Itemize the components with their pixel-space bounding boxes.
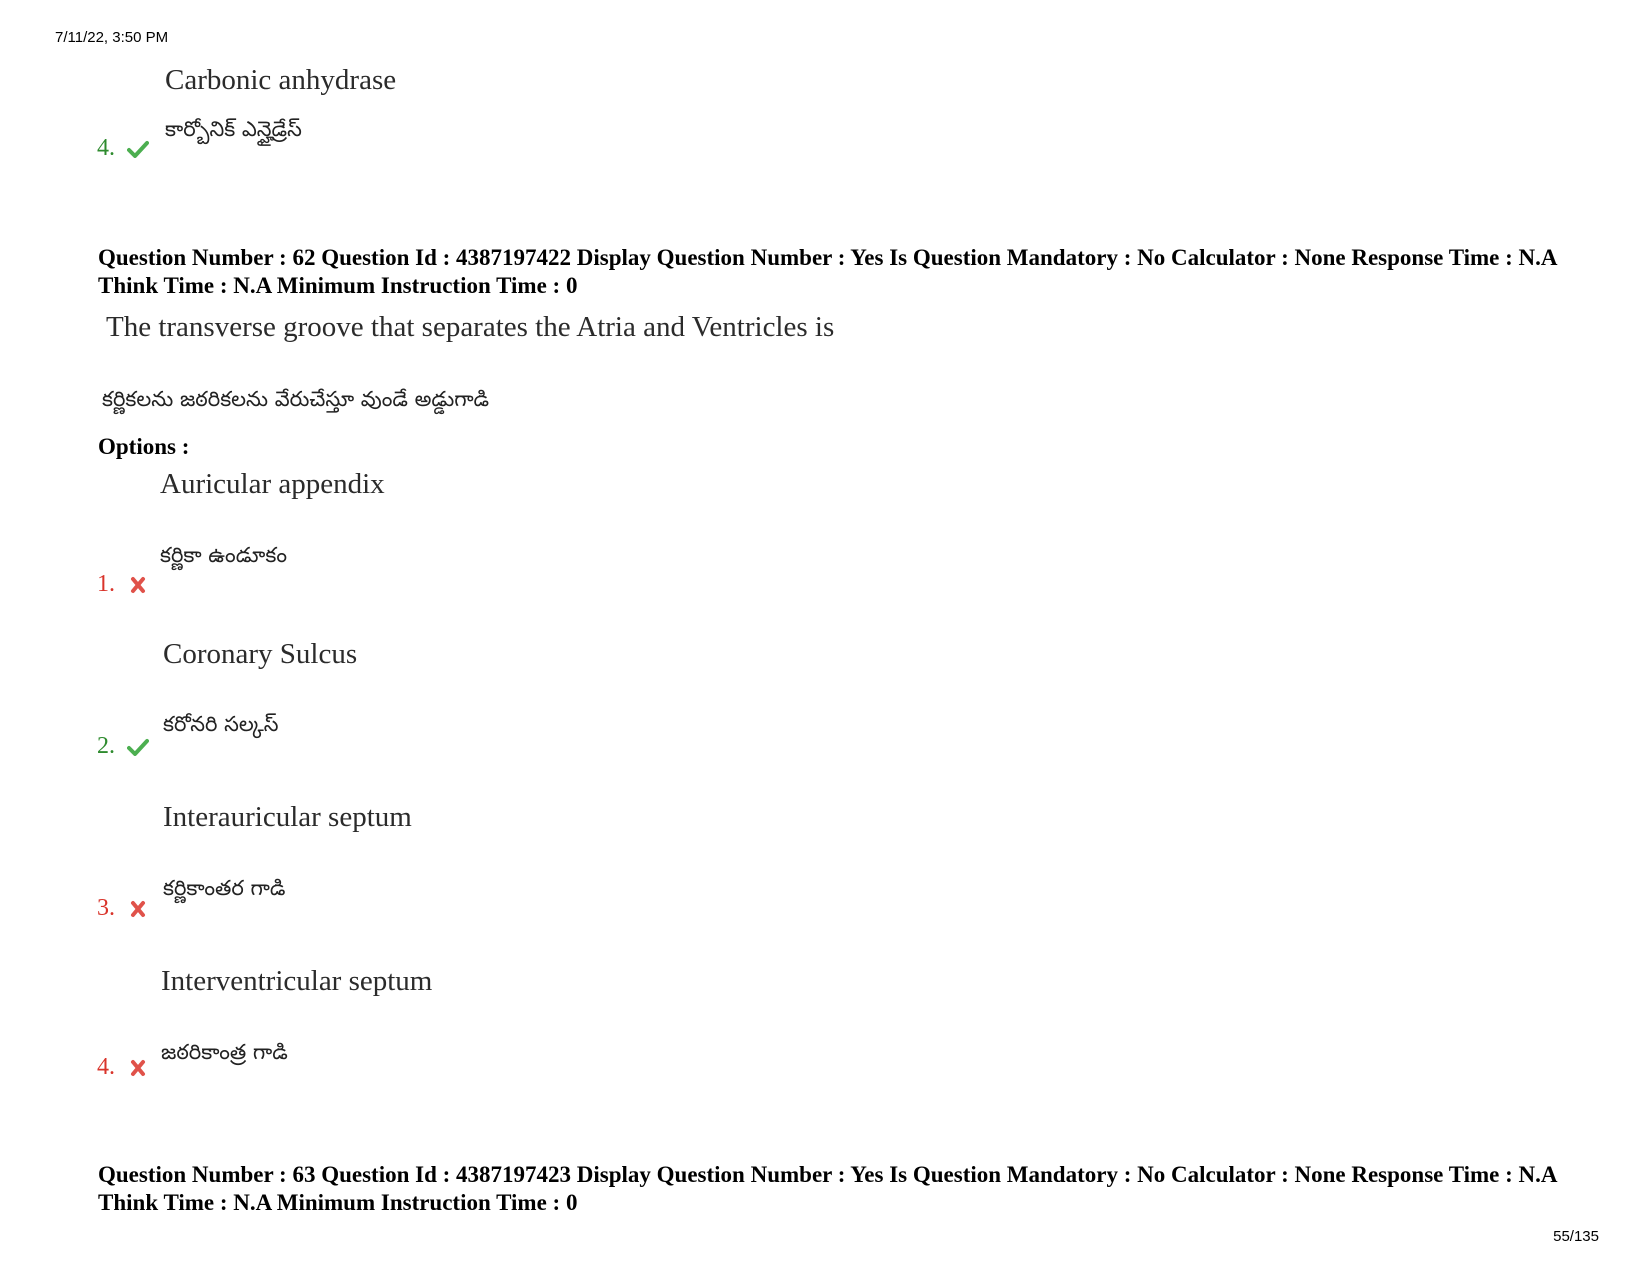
option-1-telugu: కర్ణికా ఉండూకం bbox=[160, 543, 288, 567]
question-62-text-telugu: కర్ణికలను జఠరికలను వేరుచేస్తూ వుండే అడ్డుగాడి bbox=[102, 387, 490, 411]
option-1-number bbox=[97, 571, 149, 598]
option-number-label: 4. bbox=[97, 135, 115, 161]
cross-icon bbox=[127, 900, 149, 918]
option-2-number bbox=[97, 733, 149, 760]
option-2-telugu: కరోనరి సల్కస్ bbox=[163, 712, 279, 736]
page-number: 55/135 bbox=[1553, 1228, 1599, 1245]
question-63-meta: Question Number : 63 Question Id : 4387197423 Display Question Number : Yes Is Question Mandatory : No Calculator : None Response Time : N.A Think Time : N.A Minimum Instruction Time : 0 bbox=[98, 1162, 1557, 1215]
check-icon bbox=[127, 140, 149, 158]
cross-icon bbox=[127, 1059, 149, 1077]
print-timestamp: 7/11/22, 3:50 PM bbox=[55, 29, 169, 46]
prev-option-4-telugu: కార్బోనిక్ ఎన్హైడ్రేస్ bbox=[165, 117, 302, 141]
option-2-english: Coronary Sulcus bbox=[163, 638, 358, 670]
option-3-number bbox=[97, 895, 149, 922]
option-number-label: 4. bbox=[97, 1054, 115, 1080]
option-4-number bbox=[97, 1054, 149, 1081]
prev-option-4-number bbox=[97, 135, 149, 162]
option-number-label: 3. bbox=[97, 895, 115, 921]
question-62-text-english: The transverse groove that separates the Atria and Ventricles is bbox=[106, 311, 835, 343]
option-4-english: Interventricular septum bbox=[161, 965, 433, 997]
option-1-english: Auricular appendix bbox=[160, 468, 385, 500]
option-number-label: 1. bbox=[97, 571, 115, 597]
option-3-telugu: కర్ణికాంతర గాడి bbox=[163, 876, 286, 900]
cross-icon bbox=[127, 576, 149, 594]
option-number-label: 2. bbox=[97, 733, 115, 759]
option-4-telugu: జఠరికాంత్ర గాడి bbox=[161, 1040, 288, 1064]
option-3-english: Interauricular septum bbox=[163, 801, 412, 833]
prev-option-4-english: Carbonic anhydrase bbox=[165, 64, 397, 96]
check-icon bbox=[127, 738, 149, 756]
question-62-meta: Question Number : 62 Question Id : 4387197422 Display Question Number : Yes Is Question Mandatory : No Calculator : None Response Time : N.A Think Time : N.A Minimum Instruction Time : 0 bbox=[98, 245, 1557, 298]
options-label: Options : bbox=[98, 434, 190, 459]
